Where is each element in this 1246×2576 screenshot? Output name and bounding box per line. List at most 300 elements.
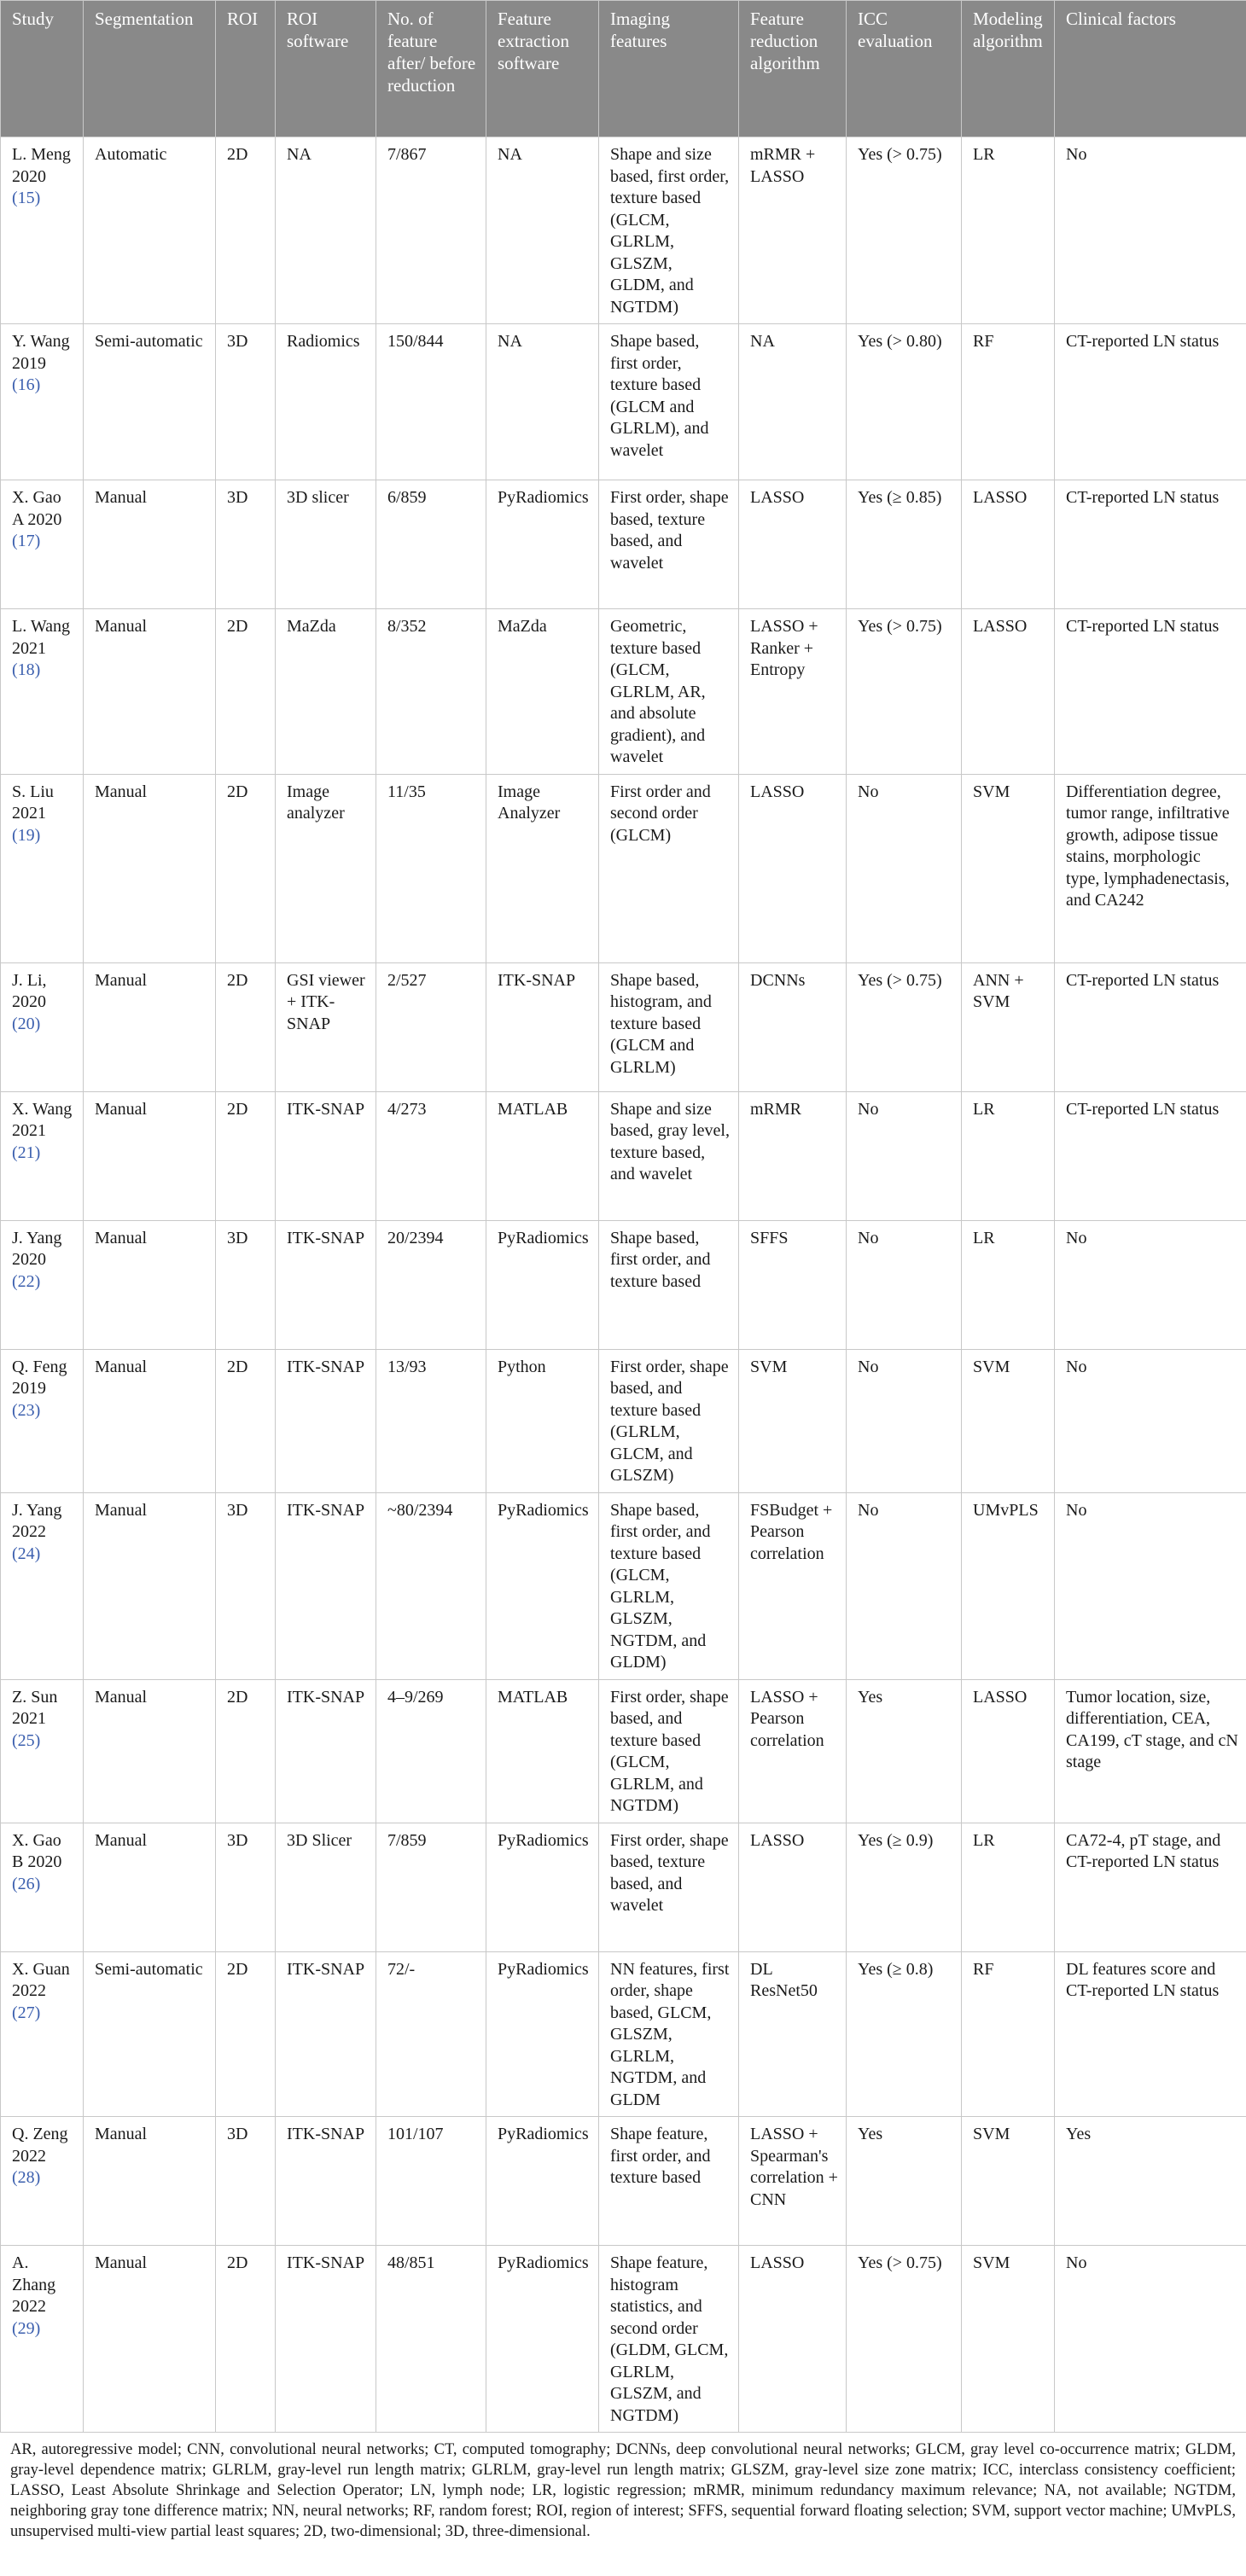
cell-icc-evaluation	[847, 1220, 962, 1349]
cell-modeling-algorithm-text: LASSO	[973, 617, 1028, 636]
cell-extraction-software-text: NA	[498, 145, 522, 164]
cell-extraction-software-text: PyRadiomics	[498, 1959, 589, 1979]
table-row	[1, 1492, 1246, 1679]
header-segmentation: Segmentation	[84, 1, 216, 137]
citation-link[interactable]: (16)	[12, 375, 41, 394]
cell-feature-count	[376, 1220, 486, 1349]
citation-link[interactable]: (22)	[12, 1271, 41, 1291]
cell-study	[1, 774, 84, 962]
cell-reduction-algorithm	[739, 1823, 847, 1951]
cell-roi	[216, 324, 276, 480]
cell-clinical-factors	[1055, 324, 1246, 480]
header-roi-software: ROI software	[276, 1, 376, 137]
cell-extraction-software	[486, 609, 599, 775]
cell-imaging-features-text: Shape feature, histogram statistics, and second order (GLDM, GLCM, GLRLM, GLSZM, and NGTDM)	[610, 2253, 729, 2425]
cell-extraction-software	[486, 962, 599, 1091]
cell-icc-evaluation	[847, 609, 962, 775]
cell-extraction-software-text: PyRadiomics	[498, 1830, 589, 1850]
cell-extraction-software	[486, 2117, 599, 2246]
cell-extraction-software	[486, 1823, 599, 1951]
cell-reduction-algorithm-text: NA	[750, 332, 775, 351]
cell-reduction-algorithm	[739, 962, 847, 1091]
table-row	[1, 1951, 1246, 2117]
table-row	[1, 609, 1246, 775]
cell-extraction-software-text: PyRadiomics	[498, 1500, 589, 1520]
cell-icc-evaluation	[847, 1679, 962, 1823]
cell-imaging-features-text: NN features, first order, shape based, GLCM, GLSZM, GLRLM, NGTDM, and GLDM	[610, 1959, 730, 2109]
cell-feature-count	[376, 962, 486, 1091]
cell-clinical-factors	[1055, 137, 1246, 324]
header-row	[1, 1, 1246, 137]
cell-extraction-software-text: MATLAB	[498, 1099, 568, 1119]
cell-roi	[216, 774, 276, 962]
cell-modeling-algorithm-text: LR	[973, 145, 995, 164]
cell-clinical-factors	[1055, 1349, 1246, 1492]
cell-segmentation-text: Manual	[95, 1830, 148, 1850]
cell-roi-software	[276, 2246, 376, 2433]
cell-feature-count	[376, 1823, 486, 1951]
table-row	[1, 324, 1246, 480]
cell-imaging-features	[599, 1492, 739, 1679]
cell-feature-count-text: ~80/2394	[387, 1500, 453, 1520]
cell-feature-count	[376, 1091, 486, 1220]
cell-imaging-features	[599, 1091, 739, 1220]
cell-feature-count-text: 4–9/269	[387, 1687, 444, 1707]
cell-imaging-features-text: First order, shape based, and texture based (GLCM, GLRLM, and NGTDM)	[610, 1687, 729, 1815]
cell-modeling-algorithm	[962, 324, 1055, 480]
cell-roi-software	[276, 1823, 376, 1951]
cell-roi-software-text: 3D Slicer	[287, 1830, 352, 1850]
cell-clinical-factors	[1055, 1823, 1246, 1951]
cell-segmentation-text: Manual	[95, 2125, 148, 2143]
cell-clinical-factors-text: DL features score and CT-reported LN status	[1066, 1959, 1220, 2000]
cell-icc-evaluation-text: Yes (> 0.75)	[858, 2253, 942, 2272]
cell-roi	[216, 137, 276, 324]
cell-segmentation	[84, 2117, 216, 2246]
table-row	[1, 137, 1246, 324]
cell-extraction-software	[486, 1679, 599, 1823]
cell-feature-count	[376, 1679, 486, 1823]
cell-segmentation	[84, 2246, 216, 2433]
cell-roi-text: 2D	[227, 617, 248, 636]
cell-study-text: J. Yang 2020	[12, 1228, 62, 1269]
table-row	[1, 1091, 1246, 1220]
cell-feature-count-text: 8/352	[387, 617, 427, 636]
cell-modeling-algorithm	[962, 1492, 1055, 1679]
cell-icc-evaluation-text: No	[858, 1099, 879, 1119]
cell-reduction-algorithm	[739, 137, 847, 324]
cell-study	[1, 137, 84, 324]
cell-icc-evaluation	[847, 324, 962, 480]
cell-roi-software	[276, 1349, 376, 1492]
cell-extraction-software-text: MaZda	[498, 617, 547, 636]
cell-feature-count-text: 13/93	[387, 1357, 427, 1376]
cell-extraction-software-text: PyRadiomics	[498, 2253, 589, 2272]
table-row	[1, 1349, 1246, 1492]
cell-reduction-algorithm	[739, 2117, 847, 2246]
cell-roi-software-text: ITK-SNAP	[287, 2125, 365, 2143]
cell-icc-evaluation	[847, 1951, 962, 2117]
cell-study	[1, 1349, 84, 1492]
cell-roi	[216, 2246, 276, 2433]
cell-imaging-features	[599, 2246, 739, 2433]
citation-link[interactable]: (24)	[12, 1544, 41, 1563]
cell-modeling-algorithm-text: SVM	[973, 1357, 1010, 1376]
cell-reduction-algorithm	[739, 324, 847, 480]
citation-link[interactable]: (28)	[12, 2168, 41, 2187]
table-row	[1, 2117, 1246, 2246]
cell-roi	[216, 1951, 276, 2117]
cell-roi	[216, 1091, 276, 1220]
cell-extraction-software	[486, 774, 599, 962]
cell-roi	[216, 609, 276, 775]
cell-extraction-software	[486, 1492, 599, 1679]
cell-segmentation-text: Manual	[95, 1687, 148, 1707]
cell-extraction-software	[486, 480, 599, 609]
header-feature-count: No. of feature after/ before reduction	[376, 1, 486, 137]
cell-modeling-algorithm	[962, 1349, 1055, 1492]
cell-roi-software	[276, 1091, 376, 1220]
cell-roi-text: 3D	[227, 1500, 248, 1520]
cell-feature-count	[376, 2117, 486, 2246]
cell-icc-evaluation	[847, 1091, 962, 1220]
header-roi: ROI	[216, 1, 276, 137]
cell-roi-text: 2D	[227, 1357, 248, 1376]
cell-study	[1, 480, 84, 609]
citation-link[interactable]: (18)	[12, 660, 41, 679]
cell-extraction-software-text: ITK-SNAP	[498, 970, 576, 990]
cell-imaging-features-text: Shape based, first order, texture based (GLCM and GLRLM), and wavelet	[610, 332, 709, 460]
cell-reduction-algorithm	[739, 774, 847, 962]
cell-segmentation	[84, 1492, 216, 1679]
cell-roi-text: 2D	[227, 1099, 248, 1119]
cell-extraction-software	[486, 1220, 599, 1349]
header-modeling-algorithm: Modeling algorithm	[962, 1, 1055, 137]
cell-imaging-features	[599, 1349, 739, 1492]
cell-roi-software	[276, 774, 376, 962]
cell-roi	[216, 2117, 276, 2246]
cell-study-text: Q. Feng 2019	[12, 1357, 67, 1398]
cell-reduction-algorithm	[739, 1091, 847, 1220]
cell-modeling-algorithm	[962, 2117, 1055, 2246]
table-row	[1, 774, 1246, 962]
cell-study	[1, 609, 84, 775]
cell-roi-software-text: ITK-SNAP	[287, 1959, 365, 1979]
cell-icc-evaluation	[847, 137, 962, 324]
cell-imaging-features	[599, 609, 739, 775]
cell-icc-evaluation	[847, 962, 962, 1091]
cell-segmentation	[84, 1823, 216, 1951]
cell-imaging-features-text: Geometric, texture based (GLCM, GLRLM, AR, and absolute gradient), and wavelet	[610, 617, 706, 766]
cell-clinical-factors	[1055, 2117, 1246, 2246]
cell-modeling-algorithm	[962, 137, 1055, 324]
cell-extraction-software-text: PyRadiomics	[498, 2125, 589, 2143]
cell-study-text: L. Wang 2021	[12, 617, 71, 658]
cell-modeling-algorithm	[962, 1091, 1055, 1220]
cell-roi	[216, 1492, 276, 1679]
cell-roi-software	[276, 1220, 376, 1349]
cell-study-text: Y. Wang 2019	[12, 332, 70, 373]
cell-roi	[216, 1679, 276, 1823]
cell-icc-evaluation-text: Yes (> 0.75)	[858, 970, 942, 990]
cell-icc-evaluation-text: Yes (> 0.80)	[858, 332, 942, 351]
cell-icc-evaluation-text: No	[858, 782, 879, 801]
cell-roi-software	[276, 1951, 376, 2117]
cell-modeling-algorithm	[962, 1951, 1055, 2117]
table-row	[1, 1220, 1246, 1349]
cell-icc-evaluation-text: Yes (> 0.75)	[858, 617, 942, 636]
cell-study-text: X. Gao A 2020	[12, 488, 62, 529]
cell-study-text: L. Meng 2020	[12, 145, 71, 186]
cell-extraction-software-text: Python	[498, 1357, 546, 1376]
cell-imaging-features-text: First order, shape based, texture based, and wavelet	[610, 488, 729, 573]
cell-feature-count	[376, 1951, 486, 2117]
cell-study	[1, 1091, 84, 1220]
cell-roi-text: 2D	[227, 782, 248, 801]
cell-modeling-algorithm	[962, 1823, 1055, 1951]
cell-imaging-features	[599, 1220, 739, 1349]
cell-extraction-software	[486, 2246, 599, 2433]
cell-segmentation	[84, 1220, 216, 1349]
cell-feature-count-text: 20/2394	[387, 1228, 444, 1247]
cell-modeling-algorithm-text: ANN + SVM	[973, 970, 1024, 1011]
cell-clinical-factors-text: Differentiation degree, tumor range, infiltrative growth, adipose tissue stains, morphologic type, lymphadenectasis, and CA242	[1066, 782, 1230, 910]
cell-roi	[216, 1823, 276, 1951]
cell-roi-software	[276, 1679, 376, 1823]
citation-link[interactable]: (17)	[12, 532, 41, 550]
cell-modeling-algorithm-text: LR	[973, 1228, 995, 1247]
cell-reduction-algorithm-text: DL ResNet50	[750, 1959, 818, 2000]
cell-study-text: S. Liu 2021	[12, 782, 54, 823]
cell-study	[1, 2246, 84, 2433]
cell-feature-count-text: 2/527	[387, 970, 427, 990]
cell-study-text: J. Yang 2022	[12, 1500, 62, 1541]
cell-modeling-algorithm-text: UMvPLS	[973, 1500, 1039, 1520]
cell-roi-software	[276, 480, 376, 609]
cell-clinical-factors	[1055, 480, 1246, 609]
cell-icc-evaluation	[847, 1823, 962, 1951]
cell-segmentation-text: Manual	[95, 782, 148, 801]
cell-icc-evaluation	[847, 2117, 962, 2246]
cell-extraction-software-text: PyRadiomics	[498, 488, 589, 507]
citation-link[interactable]: (15)	[12, 189, 41, 207]
table-row	[1, 962, 1246, 1091]
table-row	[1, 480, 1246, 609]
cell-modeling-algorithm	[962, 609, 1055, 775]
cell-feature-count-text: 7/867	[387, 145, 427, 164]
table-row	[1, 2246, 1246, 2433]
cell-extraction-software-text: Image Analyzer	[498, 782, 561, 823]
cell-feature-count	[376, 324, 486, 480]
table-body	[1, 137, 1246, 2433]
cell-clinical-factors-text: CT-reported LN status	[1066, 617, 1220, 636]
cell-roi-software-text: GSI viewer + ITK-SNAP	[287, 970, 365, 1033]
cell-reduction-algorithm-text: mRMR	[750, 1099, 802, 1119]
cell-extraction-software	[486, 1349, 599, 1492]
citation-link[interactable]: (26)	[12, 1874, 41, 1893]
cell-icc-evaluation	[847, 1492, 962, 1679]
cell-segmentation-text: Manual	[95, 2253, 148, 2272]
cell-study	[1, 1951, 84, 2117]
cell-segmentation-text: Manual	[95, 1500, 148, 1520]
cell-imaging-features	[599, 2117, 739, 2246]
cell-clinical-factors-text: Yes	[1066, 2125, 1092, 2143]
cell-study-text: Q. Zeng 2022	[12, 2125, 68, 2166]
cell-study-text: Z. Sun 2021	[12, 1687, 58, 1728]
cell-feature-count-text: 150/844	[387, 332, 444, 351]
cell-feature-count	[376, 609, 486, 775]
cell-imaging-features	[599, 137, 739, 324]
cell-extraction-software	[486, 324, 599, 480]
cell-clinical-factors-text: No	[1066, 145, 1087, 164]
cell-extraction-software	[486, 137, 599, 324]
cell-segmentation	[84, 324, 216, 480]
cell-modeling-algorithm-text: RF	[973, 1959, 994, 1979]
cell-roi	[216, 962, 276, 1091]
cell-clinical-factors	[1055, 2246, 1246, 2433]
cell-feature-count	[376, 774, 486, 962]
cell-imaging-features	[599, 774, 739, 962]
cell-clinical-factors	[1055, 1951, 1246, 2117]
cell-imaging-features	[599, 480, 739, 609]
cell-reduction-algorithm-text: FSBudget + Pearson correlation	[750, 1500, 833, 1563]
citation-link[interactable]: (27)	[12, 2003, 41, 2022]
cell-roi-software	[276, 962, 376, 1091]
cell-clinical-factors-text: No	[1066, 1500, 1087, 1520]
cell-segmentation-text: Manual	[95, 970, 148, 990]
cell-clinical-factors-text: CA72-4, pT stage, and CT-reported LN status	[1066, 1830, 1221, 1871]
cell-reduction-algorithm-text: LASSO	[750, 782, 805, 801]
citation-link[interactable]: (21)	[12, 1143, 41, 1162]
cell-feature-count-text: 101/107	[387, 2125, 444, 2143]
cell-roi-software-text: ITK-SNAP	[287, 1099, 365, 1119]
cell-feature-count-text: 7/859	[387, 1830, 427, 1850]
cell-study-text: X. Wang 2021	[12, 1099, 73, 1140]
table-row	[1, 1823, 1246, 1951]
cell-roi-text: 2D	[227, 2253, 248, 2272]
cell-reduction-algorithm-text: LASSO	[750, 1830, 805, 1850]
cell-feature-count	[376, 1492, 486, 1679]
cell-imaging-features-text: Shape and size based, first order, texture based (GLCM, GLRLM, GLSZM, GLDM, and NGTDM)	[610, 145, 730, 317]
citation-link[interactable]: (20)	[12, 1014, 41, 1033]
cell-roi	[216, 480, 276, 609]
cell-clinical-factors-text: No	[1066, 1228, 1087, 1247]
cell-icc-evaluation	[847, 480, 962, 609]
cell-extraction-software-text: NA	[498, 332, 522, 351]
header-icc-evaluation: ICC evaluation	[847, 1, 962, 137]
cell-segmentation	[84, 609, 216, 775]
cell-roi-software	[276, 137, 376, 324]
cell-clinical-factors-text: No	[1066, 1357, 1087, 1376]
cell-reduction-algorithm	[739, 1679, 847, 1823]
cell-extraction-software	[486, 1951, 599, 2117]
header-feature-extraction-software: Feature extraction software	[486, 1, 599, 137]
cell-roi-text: 3D	[227, 1830, 248, 1850]
cell-feature-count-text: 72/-	[387, 1959, 416, 1979]
cell-segmentation-text: Semi-automatic	[95, 332, 203, 351]
cell-reduction-algorithm-text: SFFS	[750, 1228, 789, 1247]
cell-segmentation-text: Automatic	[95, 145, 167, 164]
table-header	[1, 1, 1246, 137]
cell-feature-count-text: 6/859	[387, 488, 427, 507]
cell-roi-software-text: MaZda	[287, 617, 336, 636]
cell-feature-count	[376, 137, 486, 324]
citation-link[interactable]: (23)	[12, 1400, 41, 1420]
citation-link[interactable]: (25)	[12, 1730, 41, 1750]
cell-imaging-features-text: Shape based, first order, and texture based	[610, 1228, 711, 1291]
cell-clinical-factors	[1055, 774, 1246, 962]
cell-reduction-algorithm	[739, 480, 847, 609]
citation-link[interactable]: (19)	[12, 825, 41, 845]
cell-imaging-features	[599, 1679, 739, 1823]
cell-modeling-algorithm-text: LR	[973, 1830, 995, 1850]
cell-roi-text: 3D	[227, 1228, 248, 1247]
cell-roi-software-text: NA	[287, 145, 312, 164]
cell-icc-evaluation-text: Yes (≥ 0.85)	[858, 488, 942, 507]
cell-imaging-features-text: First order, shape based, texture based, and wavelet	[610, 1830, 729, 1915]
cell-modeling-algorithm	[962, 480, 1055, 609]
cell-segmentation-text: Manual	[95, 617, 148, 636]
cell-icc-evaluation-text: Yes	[858, 2125, 883, 2143]
cell-imaging-features-text: Shape and size based, gray level, texture based, and wavelet	[610, 1099, 730, 1183]
cell-roi-text: 3D	[227, 488, 248, 507]
cell-reduction-algorithm-text: DCNNs	[750, 970, 806, 990]
cell-modeling-algorithm	[962, 774, 1055, 962]
cell-segmentation-text: Manual	[95, 1357, 148, 1376]
cell-roi-software	[276, 1492, 376, 1679]
cell-study	[1, 962, 84, 1091]
cell-icc-evaluation	[847, 1349, 962, 1492]
cell-reduction-algorithm-text: LASSO + Ranker + Entropy	[750, 617, 818, 679]
cell-segmentation-text: Manual	[95, 1099, 148, 1119]
cell-reduction-algorithm	[739, 1951, 847, 2117]
cell-modeling-algorithm-text: LASSO	[973, 488, 1028, 507]
cell-segmentation	[84, 137, 216, 324]
cell-extraction-software-text: MATLAB	[498, 1687, 568, 1707]
cell-clinical-factors	[1055, 1220, 1246, 1349]
cell-roi-software-text: Radiomics	[287, 332, 360, 351]
cell-roi-software-text: ITK-SNAP	[287, 2253, 365, 2272]
cell-modeling-algorithm	[962, 2246, 1055, 2433]
cell-imaging-features	[599, 324, 739, 480]
cell-extraction-software	[486, 1091, 599, 1220]
cell-icc-evaluation-text: Yes (≥ 0.9)	[858, 1830, 934, 1850]
cell-imaging-features-text: First order, shape based, and texture based (GLRLM, GLCM, and GLSZM)	[610, 1357, 729, 1485]
cell-roi-text: 2D	[227, 1959, 248, 1979]
cell-feature-count	[376, 1349, 486, 1492]
table-footnote: AR, autoregressive model; CNN, convolutional neural networks; CT, computed tomography; DCNNs, deep convolutional neural networks; GLCM, gray level co-occurrence matrix; GLDM, gray-level dependence matrix; GLRLM, gray-level run length matrix; GLRLM, gray-level run length matrix; GLSZM, gray-level size zone matrix; ICC, interclass consistency coefficient; LASSO, Least Absolute Shrinkage and Selection Operator; LN, lymph node; LR, logistic regression; mRMR, minimum redundancy maximum relevance; NA, not available; NGTDM, neighboring gray tone difference matrix; NN, neural networks; RF, random forest; ROI, region of interest; SFFS, sequential forward floating selection; SVM, support vector machine; UMvPLS, unsupervised multi-view partial least squares; 2D, two-dimensional; 3D, three-dimensional.	[10, 2441, 1236, 2540]
cell-clinical-factors	[1055, 1679, 1246, 1823]
cell-study	[1, 324, 84, 480]
cell-roi-text: 2D	[227, 970, 248, 990]
cell-clinical-factors-text: CT-reported LN status	[1066, 1099, 1220, 1119]
cell-imaging-features-text: Shape based, first order, and texture based (GLCM, GLRLM, GLSZM, NGTDM, and GLDM)	[610, 1500, 711, 1672]
cell-roi-text: 3D	[227, 332, 248, 351]
cell-segmentation	[84, 1349, 216, 1492]
cell-icc-evaluation-text: Yes (> 0.75)	[858, 145, 942, 164]
cell-segmentation	[84, 774, 216, 962]
cell-clinical-factors-text: CT-reported LN status	[1066, 970, 1220, 990]
cell-segmentation	[84, 480, 216, 609]
citation-link[interactable]: (29)	[12, 2318, 41, 2338]
cell-icc-evaluation	[847, 774, 962, 962]
cell-reduction-algorithm	[739, 1492, 847, 1679]
cell-clinical-factors	[1055, 962, 1246, 1091]
cell-roi-software	[276, 2117, 376, 2246]
cell-modeling-algorithm-text: RF	[973, 332, 994, 351]
header-feature-reduction-algorithm: Feature reduction algorithm	[739, 1, 847, 137]
cell-roi-software	[276, 324, 376, 480]
